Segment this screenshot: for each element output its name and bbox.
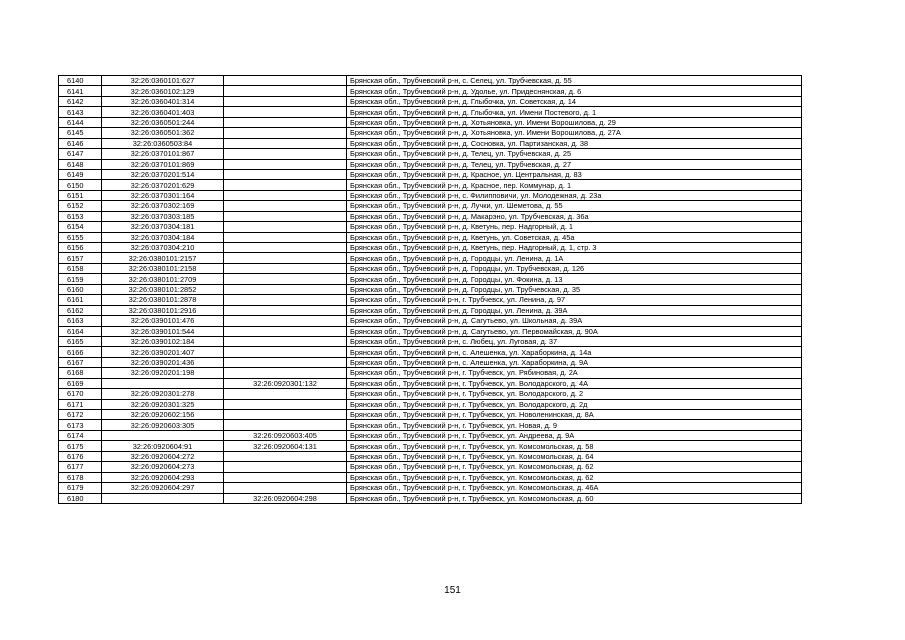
parent-cadastral-number-cell [224, 305, 347, 315]
row-number-cell: 6166 [59, 347, 102, 357]
table-row [59, 441, 802, 451]
row-number-cell: 6171 [59, 399, 102, 409]
table-row [59, 96, 802, 106]
table-row [59, 159, 802, 169]
cadastral-number-cell: 32:26:0380101:2709 [102, 274, 224, 284]
row-number-cell: 6147 [59, 149, 102, 159]
row-number-cell: 6143 [59, 107, 102, 117]
parent-cadastral-number-cell [224, 128, 347, 138]
row-number-cell: 6151 [59, 190, 102, 200]
address-cell: Брянская обл., Трубчевский р-н, д. Лучки, ул. Шеметова, д. 55 [347, 201, 802, 211]
cadastral-number-cell [102, 430, 224, 440]
table-row [59, 389, 802, 399]
table-row [59, 420, 802, 430]
row-number-cell: 6154 [59, 222, 102, 232]
address-cell: Брянская обл., Трубчевский р-н, г. Трубчевск, ул. Ленина, д. 97 [347, 295, 802, 305]
address-cell: Брянская обл., Трубчевский р-н, г. Трубчевск, ул. Комсомольская, д. 62 [347, 462, 802, 472]
parent-cadastral-number-cell [224, 399, 347, 409]
cadastral-number-cell: 32:26:0370201:514 [102, 169, 224, 179]
table-row [59, 483, 802, 493]
row-number-cell: 6179 [59, 483, 102, 493]
address-cell: Брянская обл., Трубчевский р-н, д. Телец, ул. Трубчевская, д. 25 [347, 149, 802, 159]
parent-cadastral-number-cell: 32:26:0920604:298 [224, 493, 347, 503]
parent-cadastral-number-cell [224, 201, 347, 211]
cadastral-number-cell: 32:26:0390101:476 [102, 316, 224, 326]
table-row [59, 243, 802, 253]
row-number-cell: 6153 [59, 211, 102, 221]
cadastral-number-cell: 32:26:0390201:407 [102, 347, 224, 357]
row-number-cell: 6149 [59, 169, 102, 179]
parent-cadastral-number-cell [224, 368, 347, 378]
parent-cadastral-number-cell [224, 76, 347, 86]
cadastral-number-cell: 32:26:0380101:2916 [102, 305, 224, 315]
parent-cadastral-number-cell [224, 169, 347, 179]
table-row [59, 149, 802, 159]
row-number-cell: 6177 [59, 462, 102, 472]
table-row [59, 305, 802, 315]
address-cell: Брянская обл., Трубчевский р-н, г. Трубчевск, ул. Новоленинская, д. 8А [347, 410, 802, 420]
parent-cadastral-number-cell [224, 180, 347, 190]
parent-cadastral-number-cell [224, 410, 347, 420]
table-row [59, 190, 802, 200]
row-number-cell: 6178 [59, 472, 102, 482]
parent-cadastral-number-cell [224, 274, 347, 284]
address-cell: Брянская обл., Трубчевский р-н, д. Городцы, ул. Фокина, д. 13 [347, 274, 802, 284]
table-row [59, 378, 802, 388]
table-row [59, 86, 802, 96]
row-number-cell: 6174 [59, 430, 102, 440]
parent-cadastral-number-cell [224, 211, 347, 221]
parent-cadastral-number-cell [224, 253, 347, 263]
row-number-cell: 6170 [59, 389, 102, 399]
row-number-cell: 6169 [59, 378, 102, 388]
cadastral-number-cell: 32:26:0380101:2852 [102, 284, 224, 294]
table-row [59, 107, 802, 117]
row-number-cell: 6157 [59, 253, 102, 263]
cadastral-number-cell: 32:26:0360501:244 [102, 117, 224, 127]
table-row [59, 117, 802, 127]
table-row [59, 410, 802, 420]
cadastral-number-cell: 32:26:0370303:185 [102, 211, 224, 221]
table-row [59, 274, 802, 284]
row-number-cell: 6152 [59, 201, 102, 211]
address-cell: Брянская обл., Трубчевский р-н, г. Трубчевск, ул. Андреева, д. 9А [347, 430, 802, 440]
row-number-cell: 6168 [59, 368, 102, 378]
table-row [59, 451, 802, 461]
cadastral-number-cell [102, 378, 224, 388]
cadastral-number-cell: 32:26:0920604:272 [102, 451, 224, 461]
table-row [59, 222, 802, 232]
table-row [59, 295, 802, 305]
table-row [59, 462, 802, 472]
address-cell: Брянская обл., Трубчевский р-н, д. Городцы, ул. Ленина, д. 1А [347, 253, 802, 263]
cadastral-number-cell: 32:26:0920301:278 [102, 389, 224, 399]
cadastral-number-cell: 32:26:0370304:210 [102, 243, 224, 253]
row-number-cell: 6161 [59, 295, 102, 305]
parent-cadastral-number-cell: 32:26:0920604:131 [224, 441, 347, 451]
address-cell: Брянская обл., Трубчевский р-н, д. Кветунь, пер. Надгорный, д. 1 [347, 222, 802, 232]
address-cell: Брянская обл., Трубчевский р-н, г. Трубчевск, ул. Рябиновая, д. 2А [347, 368, 802, 378]
table-row [59, 180, 802, 190]
address-cell: Брянская обл., Трубчевский р-н, д. Телец, ул. Трубчевская, д. 27 [347, 159, 802, 169]
address-cell: Брянская обл., Трубчевский р-н, д. Макарэно, ул. Трубчевская, д. 36а [347, 211, 802, 221]
table-row [59, 357, 802, 367]
table-row [59, 76, 802, 86]
parent-cadastral-number-cell: 32:26:0920603:405 [224, 430, 347, 440]
address-cell: Брянская обл., Трубчевский р-н, г. Трубчевск, ул. Комсомольская, д. 64 [347, 451, 802, 461]
table-row [59, 211, 802, 221]
cadastral-number-cell: 32:26:0390102:184 [102, 336, 224, 346]
cadastral-number-cell: 32:26:0920604:297 [102, 483, 224, 493]
parent-cadastral-number-cell [224, 389, 347, 399]
row-number-cell: 6142 [59, 96, 102, 106]
cadastral-number-cell: 32:26:0360501:362 [102, 128, 224, 138]
address-cell: Брянская обл., Трубчевский р-н, д. Хотьяновка, ул. Имени Ворошилова, д. 29 [347, 117, 802, 127]
parent-cadastral-number-cell [224, 243, 347, 253]
cadastral-number-cell: 32:26:0370301:164 [102, 190, 224, 200]
address-cell: Брянская обл., Трубчевский р-н, с. Филипповичи, ул. Молодежная, д. 23а [347, 190, 802, 200]
parent-cadastral-number-cell [224, 159, 347, 169]
row-number-cell: 6141 [59, 86, 102, 96]
row-number-cell: 6148 [59, 159, 102, 169]
table-row [59, 472, 802, 482]
table-row [59, 138, 802, 148]
parent-cadastral-number-cell [224, 483, 347, 493]
address-cell: Брянская обл., Трубчевский р-н, г. Трубчевск, ул. Володарского, д. 4А [347, 378, 802, 388]
row-number-cell: 6162 [59, 305, 102, 315]
table-row [59, 326, 802, 336]
cadastral-number-cell: 32:26:0920604:273 [102, 462, 224, 472]
register-table-body [59, 76, 802, 504]
address-cell: Брянская обл., Трубчевский р-н, с. Селец, ул. Трубчевская, д. 55 [347, 76, 802, 86]
row-number-cell: 6146 [59, 138, 102, 148]
address-cell: Брянская обл., Трубчевский р-н, д. Красное, ул. Центральная, д. 83 [347, 169, 802, 179]
address-cell: Брянская обл., Трубчевский р-н, д. Городцы, ул. Трубчевская, д. 35 [347, 284, 802, 294]
table-row [59, 201, 802, 211]
cadastral-number-cell: 32:26:0370302:169 [102, 201, 224, 211]
cadastral-number-cell: 32:26:0920603:305 [102, 420, 224, 430]
address-cell: Брянская обл., Трубчевский р-н, с. Алешенка, ул. Хараборкина, д. 14а [347, 347, 802, 357]
cadastral-number-cell: 32:26:0380101:2878 [102, 295, 224, 305]
page-number: 151 [444, 585, 461, 596]
table-row [59, 493, 802, 503]
address-cell: Брянская обл., Трубчевский р-н, с. Любец, ул. Луговая, д. 37 [347, 336, 802, 346]
row-number-cell: 6176 [59, 451, 102, 461]
cadastral-number-cell: 32:26:0370101:869 [102, 159, 224, 169]
address-cell: Брянская обл., Трубчевский р-н, д. Глыбочка, ул. Советская, д. 14 [347, 96, 802, 106]
table-row [59, 347, 802, 357]
cadastral-number-cell: 32:26:0920201:198 [102, 368, 224, 378]
cadastral-number-cell: 32:26:0370304:181 [102, 222, 224, 232]
parent-cadastral-number-cell [224, 336, 347, 346]
row-number-cell: 6180 [59, 493, 102, 503]
table-row [59, 368, 802, 378]
parent-cadastral-number-cell [224, 190, 347, 200]
cadastral-number-cell: 32:26:0390201:436 [102, 357, 224, 367]
cadastral-number-cell [102, 493, 224, 503]
row-number-cell: 6167 [59, 357, 102, 367]
parent-cadastral-number-cell [224, 472, 347, 482]
row-number-cell: 6163 [59, 316, 102, 326]
address-cell: Брянская обл., Трубчевский р-н, г. Трубчевск, ул. Комсомольская, д. 62 [347, 472, 802, 482]
address-cell: Брянская обл., Трубчевский р-н, д. Хотьяновка, ул. Имени Ворошилова, д. 27А [347, 128, 802, 138]
cadastral-number-cell: 32:26:0920602:156 [102, 410, 224, 420]
cadastral-number-cell: 32:26:0360503:84 [102, 138, 224, 148]
parent-cadastral-number-cell [224, 263, 347, 273]
parent-cadastral-number-cell [224, 232, 347, 242]
cadastral-number-cell: 32:26:0370201:629 [102, 180, 224, 190]
parent-cadastral-number-cell [224, 357, 347, 367]
address-cell: Брянская обл., Трубчевский р-н, д. Сагутьево, ул. Школьная, д. 39А [347, 316, 802, 326]
cadastral-number-cell: 32:26:0390101:544 [102, 326, 224, 336]
table-row [59, 253, 802, 263]
address-cell: Брянская обл., Трубчевский р-н, г. Трубчевск, ул. Комсомольская, д. 46А [347, 483, 802, 493]
address-cell: Брянская обл., Трубчевский р-н, г. Трубчевск, ул. Новая, д. 9 [347, 420, 802, 430]
table-row [59, 232, 802, 242]
address-cell: Брянская обл., Трубчевский р-н, г. Трубчевск, ул. Комсомольская, д. 58 [347, 441, 802, 451]
row-number-cell: 6165 [59, 336, 102, 346]
table-row [59, 284, 802, 294]
row-number-cell: 6173 [59, 420, 102, 430]
row-number-cell: 6145 [59, 128, 102, 138]
row-number-cell: 6164 [59, 326, 102, 336]
parent-cadastral-number-cell [224, 107, 347, 117]
address-cell: Брянская обл., Трубчевский р-н, д. Городцы, ул. Ленина, д. 39А [347, 305, 802, 315]
table-row [59, 430, 802, 440]
row-number-cell: 6150 [59, 180, 102, 190]
cadastral-number-cell: 32:26:0380101:2158 [102, 263, 224, 273]
parent-cadastral-number-cell [224, 284, 347, 294]
cadastral-number-cell: 32:26:0360101:627 [102, 76, 224, 86]
table-row [59, 169, 802, 179]
cadastral-number-cell: 32:26:0360102:129 [102, 86, 224, 96]
row-number-cell: 6140 [59, 76, 102, 86]
row-number-cell: 6158 [59, 263, 102, 273]
address-cell: Брянская обл., Трубчевский р-н, д. Удолье, ул. Придеснянская, д. 6 [347, 86, 802, 96]
parent-cadastral-number-cell [224, 420, 347, 430]
cadastral-number-cell: 32:26:0920604:91 [102, 441, 224, 451]
parent-cadastral-number-cell [224, 117, 347, 127]
parent-cadastral-number-cell [224, 138, 347, 148]
address-cell: Брянская обл., Трубчевский р-н, д. Сагутьево, ул. Первомайская, д. 90А [347, 326, 802, 336]
address-cell: Брянская обл., Трубчевский р-н, д. Глыбочка, ул. Имени Постевого, д. 1 [347, 107, 802, 117]
cadastral-number-cell: 32:26:0370304:184 [102, 232, 224, 242]
table-row [59, 336, 802, 346]
table-row [59, 399, 802, 409]
row-number-cell: 6175 [59, 441, 102, 451]
parent-cadastral-number-cell [224, 316, 347, 326]
table-row [59, 128, 802, 138]
address-cell: Брянская обл., Трубчевский р-н, д. Кветунь, ул. Советская, д. 45а [347, 232, 802, 242]
parent-cadastral-number-cell [224, 347, 347, 357]
address-cell: Брянская обл., Трубчевский р-н, г. Трубчевск, ул. Володарского, д. 2 [347, 389, 802, 399]
address-cell: Брянская обл., Трубчевский р-н, д. Красное, пер. Коммунар, д. 1 [347, 180, 802, 190]
row-number-cell: 6160 [59, 284, 102, 294]
parent-cadastral-number-cell [224, 86, 347, 96]
parent-cadastral-number-cell [224, 96, 347, 106]
parent-cadastral-number-cell [224, 326, 347, 336]
address-cell: Брянская обл., Трубчевский р-н, г. Трубчевск, ул. Володарского, д. 2д [347, 399, 802, 409]
row-number-cell: 6159 [59, 274, 102, 284]
address-cell: Брянская обл., Трубчевский р-н, г. Трубчевск, ул. Комсомольская, д. 60 [347, 493, 802, 503]
cadastral-number-cell: 32:26:0380101:2157 [102, 253, 224, 263]
parent-cadastral-number-cell [224, 149, 347, 159]
cadastral-number-cell: 32:26:0360401:314 [102, 96, 224, 106]
parent-cadastral-number-cell [224, 222, 347, 232]
table-row [59, 263, 802, 273]
address-cell: Брянская обл., Трубчевский р-н, д. Сосновка, ул. Партизанская, д. 38 [347, 138, 802, 148]
parent-cadastral-number-cell [224, 451, 347, 461]
address-cell: Брянская обл., Трубчевский р-н, д. Городцы, ул. Трубчевская, д. 126 [347, 263, 802, 273]
address-cell: Брянская обл., Трубчевский р-н, д. Кветунь, пер. Надгорный, д. 1, стр. 3 [347, 243, 802, 253]
row-number-cell: 6172 [59, 410, 102, 420]
cadastral-number-cell: 32:26:0920604:293 [102, 472, 224, 482]
parent-cadastral-number-cell [224, 462, 347, 472]
row-number-cell: 6156 [59, 243, 102, 253]
register-table [58, 75, 802, 504]
cadastral-number-cell: 32:26:0370101:867 [102, 149, 224, 159]
table-row [59, 316, 802, 326]
row-number-cell: 6144 [59, 117, 102, 127]
row-number-cell: 6155 [59, 232, 102, 242]
parent-cadastral-number-cell [224, 295, 347, 305]
address-cell: Брянская обл., Трубчевский р-н, с. Алешенка, ул. Хараборкина, д. 9А [347, 357, 802, 367]
cadastral-number-cell: 32:26:0360401:403 [102, 107, 224, 117]
parent-cadastral-number-cell: 32:26:0920301:132 [224, 378, 347, 388]
cadastral-number-cell: 32:26:0920301:325 [102, 399, 224, 409]
